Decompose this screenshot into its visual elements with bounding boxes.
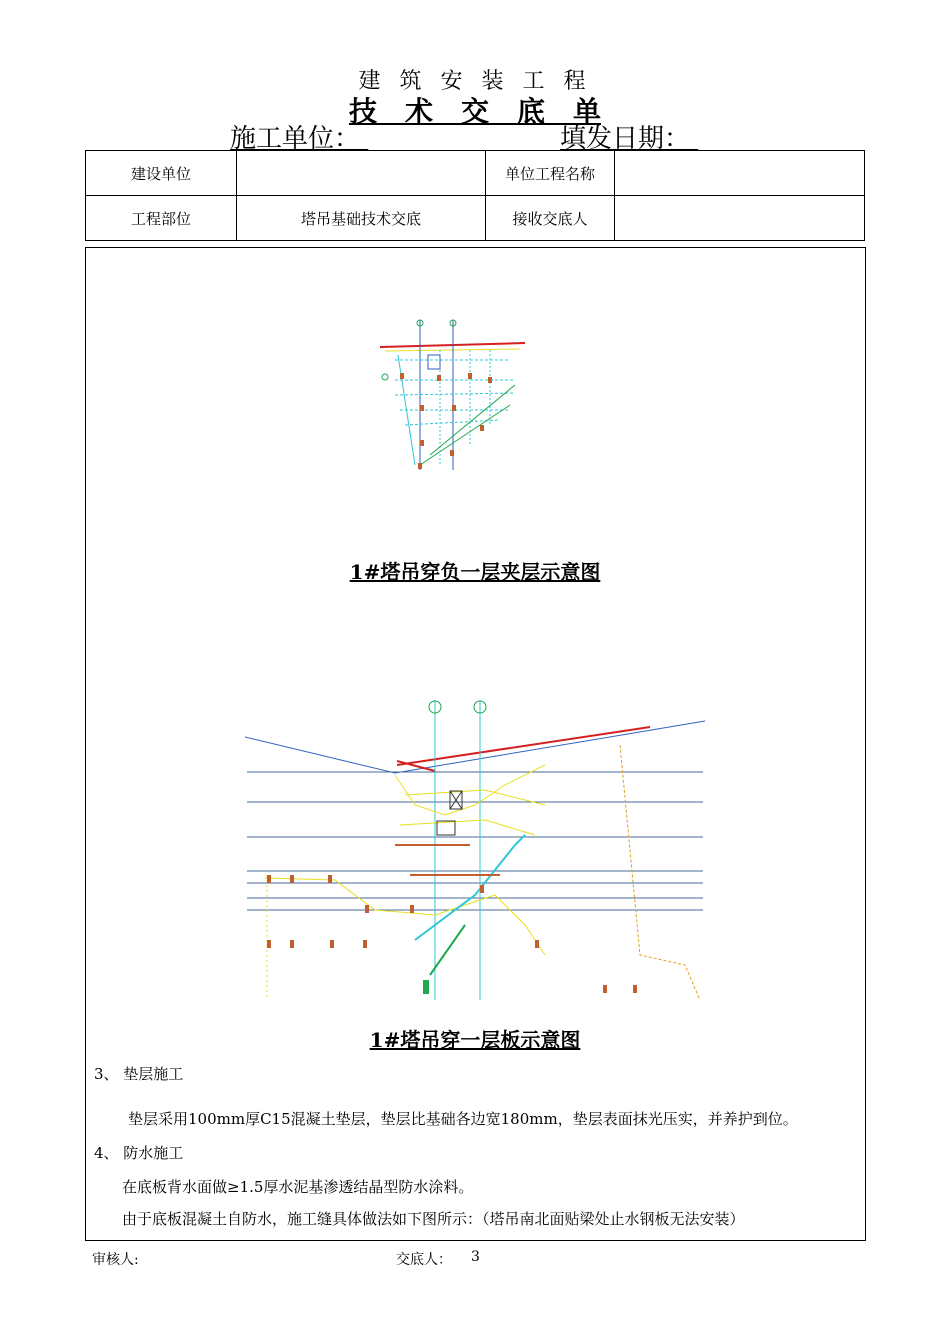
table-row bbox=[86, 196, 865, 241]
drawing-1 bbox=[380, 315, 530, 475]
section-3-heading: 3、 垫层施工 bbox=[94, 1065, 184, 1083]
reviewer-label: 审核人: bbox=[92, 1252, 139, 1268]
section-3-text: 垫层采用100mm厚C15混凝土垫层，垫层比基础各边宽180mm，垫层表面抹光压实，并养护到位。 bbox=[128, 1110, 798, 1128]
page-number: 3 bbox=[471, 1249, 480, 1265]
part-value: 塔吊基础技术交底 bbox=[237, 196, 486, 241]
drawing-2-caption: 1#塔吊穿一层板示意图 bbox=[369, 1028, 581, 1052]
receiver-label: 接收交底人 bbox=[486, 196, 615, 241]
owner-value bbox=[237, 151, 486, 196]
section-4-heading: 4、 防水施工 bbox=[94, 1144, 184, 1162]
construction-unit-label: 施工单位： bbox=[230, 124, 361, 154]
project-name-label: 单位工程名称 bbox=[486, 151, 615, 196]
section-4-text-2: 由于底板混凝土自防水，施工缝具体做法如下图所示：（塔吊南北面贴梁处止水钢板无法安装） bbox=[122, 1210, 745, 1228]
drawing-2 bbox=[245, 695, 705, 1005]
issue-date-label: 填发日期： bbox=[560, 124, 691, 154]
discloser-label: 交底人： bbox=[396, 1252, 452, 1268]
owner-label: 建设单位 bbox=[86, 151, 237, 196]
receiver-value bbox=[615, 196, 865, 241]
drawing-1-caption: 1#塔吊穿负一层夹层示意图 bbox=[349, 560, 601, 584]
table-row bbox=[86, 151, 865, 196]
info-table bbox=[85, 150, 865, 241]
section-4-text-1: 在底板背水面做≥1.5厚水泥基渗透结晶型防水涂料。 bbox=[122, 1178, 474, 1196]
doc-title-line1: 建 筑 安 装 工 程 bbox=[358, 69, 592, 94]
project-name-value bbox=[615, 151, 865, 196]
part-label: 工程部位 bbox=[86, 196, 237, 241]
doc-title-text: 技 术 交 底 单 bbox=[348, 95, 601, 128]
